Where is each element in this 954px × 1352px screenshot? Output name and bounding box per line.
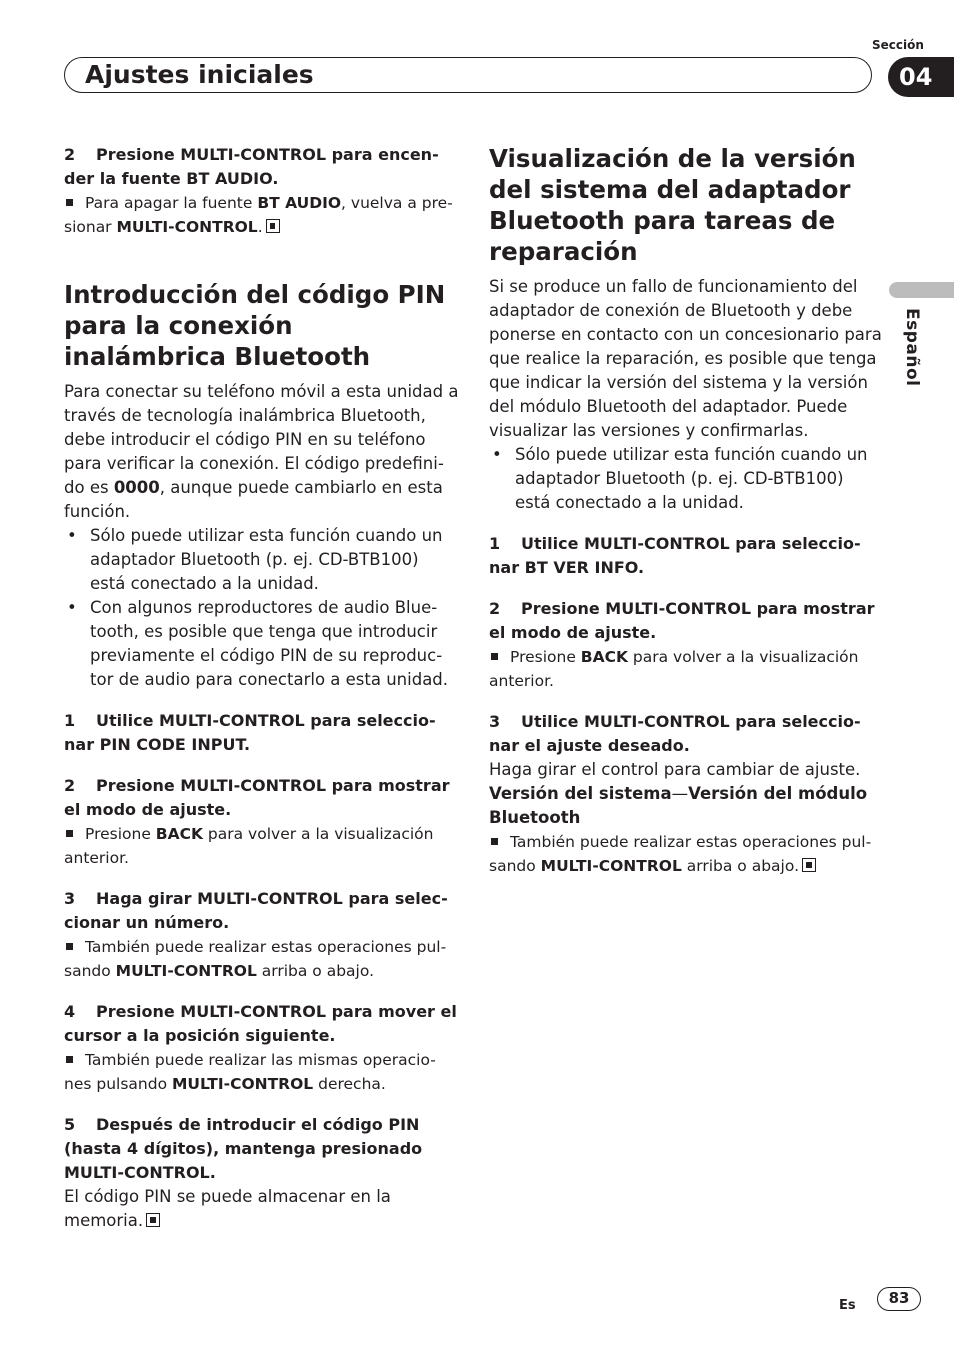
step-select-bt-ver-info: 1 Utilice MULTI-CONTROL para seleccio-nar BT VER INFO. bbox=[489, 534, 861, 577]
step-show-setting-mode: 2 Presione MULTI-CONTROL para mostrar el modo de ajuste. bbox=[489, 599, 875, 642]
list-item: • Sólo puede utilizar esta función cuando un adaptador Bluetooth (p. ej. CD-BTB100) está conectado a la unidad. bbox=[64, 524, 459, 596]
section-number-badge: 04 bbox=[888, 57, 954, 97]
step-select-pin-code-input: 1 Utilice MULTI-CONTROL para seleccio-nar PIN CODE INPUT. bbox=[64, 711, 436, 754]
note-back: Presione BACK para volver a la visualización anterior. bbox=[489, 648, 859, 690]
note-square-icon bbox=[66, 830, 73, 837]
end-mark-icon bbox=[146, 1213, 160, 1227]
note-right: También puede realizar las mismas operacio-nes pulsando MULTI-CONTROL derecha. bbox=[64, 1051, 436, 1093]
note-back: Presione BACK para volver a la visualización anterior. bbox=[64, 825, 434, 867]
note-bt-audio-off: Para apagar la fuente BT AUDIO, vuelva a pre-sionar MULTI-CONTROL. bbox=[64, 194, 453, 236]
note-up-down: También puede realizar estas operaciones pul-sando MULTI-CONTROL arriba o abajo. bbox=[489, 833, 872, 875]
step-move-cursor: 4 Presione MULTI-CONTROL para mover el cursor a la posición siguiente. bbox=[64, 1002, 457, 1045]
end-mark-icon bbox=[266, 219, 280, 233]
language-tab bbox=[889, 282, 954, 298]
page-title: Ajustes iniciales bbox=[85, 60, 314, 89]
page-number: 83 bbox=[877, 1287, 921, 1311]
version-intro: Si se produce un fallo de funcionamiento del adaptador de conexión de Bluetooth y debe ponerse en contacto con un concesionario para que realice la reparación, es posible que tenga que indicar la versión del sistema y la versión del módulo Bluetooth del adaptador. Puede visualizar las versiones y confirmarlas. bbox=[489, 277, 882, 440]
step-show-setting-mode: 2 Presione MULTI-CONTROL para mostrar el modo de ajuste. bbox=[64, 776, 450, 819]
header-bar bbox=[64, 57, 872, 93]
left-column bbox=[64, 143, 459, 1233]
pin-section-heading: Introducción del código PIN para la conexión inalámbrica Bluetooth bbox=[64, 280, 446, 371]
step-enable-bt-audio: 2 Presione MULTI-CONTROL para encen-der la fuente BT AUDIO. bbox=[64, 145, 439, 188]
version-section-heading: Visualización de la versión del sistema del adaptador Bluetooth para tareas de reparación bbox=[489, 144, 856, 266]
section-label: Sección bbox=[872, 38, 924, 52]
list-item: • Sólo puede utilizar esta función cuando un adaptador Bluetooth (p. ej. CD-BTB100) está conectado a la unidad. bbox=[489, 443, 884, 515]
right-column bbox=[489, 143, 884, 878]
step-hold-multi-control: 5 Después de introducir el código PIN (hasta 4 dígitos), mantenga presionado MULTI-CONTROL. bbox=[64, 1115, 423, 1182]
end-mark-icon bbox=[802, 858, 816, 872]
step-select-setting: 3 Utilice MULTI-CONTROL para seleccio-nar el ajuste deseado. bbox=[489, 712, 861, 755]
pin-memory-text: El código PIN se puede almacenar en la memoria. bbox=[64, 1187, 391, 1230]
setting-options: Versión del sistema—Versión del módulo Bluetooth bbox=[489, 784, 868, 827]
note-square-icon bbox=[66, 199, 73, 206]
note-square-icon bbox=[66, 1056, 73, 1063]
language-label: Español bbox=[902, 308, 922, 387]
note-square-icon bbox=[66, 943, 73, 950]
note-up-down: También puede realizar estas operaciones pul-sando MULTI-CONTROL arriba o abajo. bbox=[64, 938, 447, 980]
pin-intro: Para conectar su teléfono móvil a esta unidad a través de tecnología inalámbrica Bluetooth, debe introducir el código PIN en su teléfono para verificar la conexión. El código predefini-do es 0000, aunque puede cambiarlo en esta función. bbox=[64, 382, 459, 521]
note-square-icon bbox=[491, 838, 498, 845]
list-item: • Con algunos reproductores de audio Blue-tooth, es posible que tenga que introducir previamente el código PIN de su reproduc-tor de audio para conectarlo a esta unidad. bbox=[64, 596, 459, 692]
footer-language: Es bbox=[839, 1298, 856, 1313]
step-select-number: 3 Haga girar MULTI-CONTROL para selec-cionar un número. bbox=[64, 889, 448, 932]
note-square-icon bbox=[491, 653, 498, 660]
turn-control-text: Haga girar el control para cambiar de ajuste. bbox=[489, 760, 861, 779]
